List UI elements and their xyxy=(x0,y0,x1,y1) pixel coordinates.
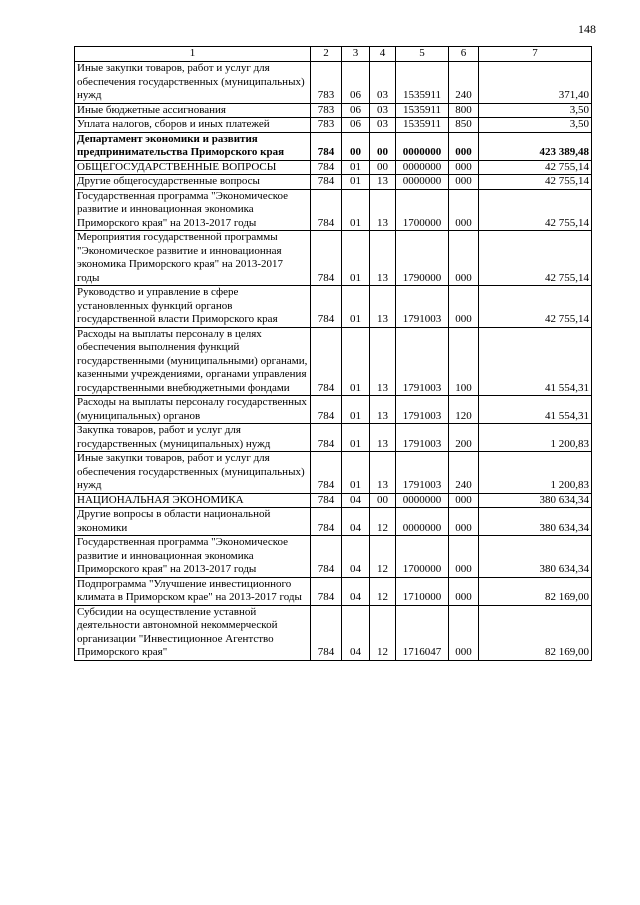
row-subsection-code: 03 xyxy=(370,103,396,118)
table-row xyxy=(75,286,592,328)
table-row xyxy=(75,189,592,231)
budget-table xyxy=(74,46,592,661)
table-row xyxy=(75,605,592,660)
row-subsection-code: 00 xyxy=(370,493,396,508)
row-expense-type-code: 000 xyxy=(449,577,479,605)
row-ministry-code: 784 xyxy=(311,286,342,328)
row-name: Подпрограмма "Улучшение инвестиционного климата в Приморском крае" на 2013-2017 годы xyxy=(75,577,311,605)
row-section-code: 01 xyxy=(342,160,370,175)
row-target-code: 1710000 xyxy=(396,577,449,605)
row-amount: 42 755,14 xyxy=(479,189,592,231)
row-subsection-code: 12 xyxy=(370,536,396,578)
row-ministry-code: 784 xyxy=(311,327,342,396)
row-target-code: 0000000 xyxy=(396,132,449,160)
row-section-code: 04 xyxy=(342,493,370,508)
row-ministry-code: 784 xyxy=(311,452,342,494)
row-target-code: 1700000 xyxy=(396,536,449,578)
row-target-code: 0000000 xyxy=(396,493,449,508)
row-ministry-code: 783 xyxy=(311,62,342,104)
row-name: Департамент экономики и развития предпринимательства Приморского края xyxy=(75,132,311,160)
row-subsection-code: 13 xyxy=(370,424,396,452)
row-expense-type-code: 000 xyxy=(449,175,479,190)
row-expense-type-code: 000 xyxy=(449,536,479,578)
row-amount: 380 634,34 xyxy=(479,493,592,508)
row-ministry-code: 784 xyxy=(311,132,342,160)
row-name: Иные закупки товаров, работ и услуг для обеспечения государственных (муниципальных) нужд xyxy=(75,62,311,104)
row-amount: 82 169,00 xyxy=(479,605,592,660)
table-row xyxy=(75,231,592,286)
column-header: 4 xyxy=(370,47,396,62)
row-name: Закупка товаров, работ и услуг для государственных (муниципальных) нужд xyxy=(75,424,311,452)
table-row xyxy=(75,536,592,578)
column-header: 7 xyxy=(479,47,592,62)
row-expense-type-code: 240 xyxy=(449,452,479,494)
column-header: 1 xyxy=(75,47,311,62)
table-row xyxy=(75,508,592,536)
row-target-code: 1535911 xyxy=(396,118,449,133)
table-row xyxy=(75,577,592,605)
row-subsection-code: 13 xyxy=(370,327,396,396)
row-amount: 41 554,31 xyxy=(479,327,592,396)
row-subsection-code: 13 xyxy=(370,189,396,231)
row-subsection-code: 13 xyxy=(370,396,396,424)
row-ministry-code: 784 xyxy=(311,189,342,231)
row-target-code: 1700000 xyxy=(396,189,449,231)
row-expense-type-code: 200 xyxy=(449,424,479,452)
row-expense-type-code: 000 xyxy=(449,231,479,286)
row-subsection-code: 13 xyxy=(370,286,396,328)
table-row xyxy=(75,132,592,160)
row-section-code: 01 xyxy=(342,175,370,190)
row-ministry-code: 784 xyxy=(311,536,342,578)
row-ministry-code: 784 xyxy=(311,605,342,660)
row-amount: 41 554,31 xyxy=(479,396,592,424)
row-name: Иные закупки товаров, работ и услуг для обеспечения государственных (муниципальных) нужд xyxy=(75,452,311,494)
row-target-code: 1791003 xyxy=(396,396,449,424)
row-section-code: 04 xyxy=(342,508,370,536)
row-expense-type-code: 100 xyxy=(449,327,479,396)
row-ministry-code: 784 xyxy=(311,493,342,508)
row-section-code: 01 xyxy=(342,396,370,424)
row-amount: 423 389,48 xyxy=(479,132,592,160)
row-section-code: 06 xyxy=(342,103,370,118)
row-amount: 42 755,14 xyxy=(479,286,592,328)
row-name: Государственная программа "Экономическое развитие и инновационная экономика Приморского края" на 2013-2017 годы xyxy=(75,536,311,578)
row-name: Расходы на выплаты персоналу государственных (муниципальных) органов xyxy=(75,396,311,424)
table-row xyxy=(75,327,592,396)
row-amount: 82 169,00 xyxy=(479,577,592,605)
row-subsection-code: 13 xyxy=(370,231,396,286)
row-name: Другие вопросы в области национальной экономики xyxy=(75,508,311,536)
row-section-code: 04 xyxy=(342,577,370,605)
row-amount: 42 755,14 xyxy=(479,160,592,175)
column-header: 6 xyxy=(449,47,479,62)
row-expense-type-code: 000 xyxy=(449,605,479,660)
row-expense-type-code: 000 xyxy=(449,132,479,160)
row-subsection-code: 12 xyxy=(370,605,396,660)
row-section-code: 01 xyxy=(342,286,370,328)
table-row xyxy=(75,118,592,133)
row-subsection-code: 03 xyxy=(370,118,396,133)
row-ministry-code: 784 xyxy=(311,175,342,190)
row-ministry-code: 784 xyxy=(311,396,342,424)
row-amount: 3,50 xyxy=(479,103,592,118)
table-row xyxy=(75,175,592,190)
row-target-code: 1791003 xyxy=(396,424,449,452)
row-amount: 42 755,14 xyxy=(479,231,592,286)
row-section-code: 06 xyxy=(342,118,370,133)
row-amount: 3,50 xyxy=(479,118,592,133)
row-name: Государственная программа "Экономическое развитие и инновационная экономика Приморского края" на 2013-2017 годы xyxy=(75,189,311,231)
table-body xyxy=(75,47,592,661)
row-section-code: 01 xyxy=(342,231,370,286)
row-target-code: 1535911 xyxy=(396,62,449,104)
table-row xyxy=(75,396,592,424)
row-target-code: 1791003 xyxy=(396,286,449,328)
row-expense-type-code: 850 xyxy=(449,118,479,133)
row-section-code: 04 xyxy=(342,605,370,660)
row-name: Иные бюджетные ассигнования xyxy=(75,103,311,118)
row-section-code: 04 xyxy=(342,536,370,578)
row-section-code: 00 xyxy=(342,132,370,160)
row-subsection-code: 00 xyxy=(370,132,396,160)
row-ministry-code: 783 xyxy=(311,103,342,118)
row-subsection-code: 12 xyxy=(370,508,396,536)
row-target-code: 0000000 xyxy=(396,175,449,190)
row-expense-type-code: 000 xyxy=(449,160,479,175)
column-header: 5 xyxy=(396,47,449,62)
row-name: Расходы на выплаты персоналу в целях обеспечения выполнения функций государственными (муниципальными) органами, казенными учреждениями, органами управления государственными внебюджетными фондами xyxy=(75,327,311,396)
row-ministry-code: 784 xyxy=(311,160,342,175)
row-section-code: 01 xyxy=(342,189,370,231)
row-amount: 1 200,83 xyxy=(479,424,592,452)
row-name: НАЦИОНАЛЬНАЯ ЭКОНОМИКА xyxy=(75,493,311,508)
row-amount: 380 634,34 xyxy=(479,536,592,578)
row-target-code: 0000000 xyxy=(396,160,449,175)
row-target-code: 1716047 xyxy=(396,605,449,660)
row-name: Уплата налогов, сборов и иных платежей xyxy=(75,118,311,133)
table-row xyxy=(75,424,592,452)
row-name: Руководство и управление в сфере установленных функций органов государственной власти Приморского края xyxy=(75,286,311,328)
table-header-row xyxy=(75,47,592,62)
row-subsection-code: 00 xyxy=(370,160,396,175)
row-target-code: 1790000 xyxy=(396,231,449,286)
row-expense-type-code: 800 xyxy=(449,103,479,118)
row-amount: 42 755,14 xyxy=(479,175,592,190)
row-section-code: 01 xyxy=(342,327,370,396)
row-target-code: 1791003 xyxy=(396,327,449,396)
row-target-code: 1791003 xyxy=(396,452,449,494)
row-ministry-code: 784 xyxy=(311,424,342,452)
table-row xyxy=(75,62,592,104)
row-name: ОБЩЕГОСУДАРСТВЕННЫЕ ВОПРОСЫ xyxy=(75,160,311,175)
table-row xyxy=(75,452,592,494)
row-expense-type-code: 000 xyxy=(449,508,479,536)
row-subsection-code: 03 xyxy=(370,62,396,104)
row-ministry-code: 784 xyxy=(311,231,342,286)
row-ministry-code: 784 xyxy=(311,577,342,605)
row-expense-type-code: 240 xyxy=(449,62,479,104)
row-expense-type-code: 000 xyxy=(449,493,479,508)
row-expense-type-code: 000 xyxy=(449,189,479,231)
row-name: Другие общегосударственные вопросы xyxy=(75,175,311,190)
row-name: Мероприятия государственной программы "Экономическое развитие и инновационная экономика Приморского края" на 2013-2017 годы xyxy=(75,231,311,286)
row-ministry-code: 783 xyxy=(311,118,342,133)
table-row xyxy=(75,160,592,175)
row-target-code: 0000000 xyxy=(396,508,449,536)
column-header: 2 xyxy=(311,47,342,62)
row-ministry-code: 784 xyxy=(311,508,342,536)
row-section-code: 01 xyxy=(342,424,370,452)
row-section-code: 01 xyxy=(342,452,370,494)
row-subsection-code: 13 xyxy=(370,175,396,190)
row-amount: 1 200,83 xyxy=(479,452,592,494)
row-amount: 371,40 xyxy=(479,62,592,104)
row-subsection-code: 12 xyxy=(370,577,396,605)
table-row xyxy=(75,103,592,118)
row-target-code: 1535911 xyxy=(396,103,449,118)
row-expense-type-code: 120 xyxy=(449,396,479,424)
row-subsection-code: 13 xyxy=(370,452,396,494)
table-row xyxy=(75,493,592,508)
row-amount: 380 634,34 xyxy=(479,508,592,536)
row-name: Субсидии на осуществление уставной деятельности автономной некоммерческой организации "Инвестиционное Агентство Приморского края" xyxy=(75,605,311,660)
row-section-code: 06 xyxy=(342,62,370,104)
column-header: 3 xyxy=(342,47,370,62)
page-number: 148 xyxy=(578,22,596,36)
row-expense-type-code: 000 xyxy=(449,286,479,328)
